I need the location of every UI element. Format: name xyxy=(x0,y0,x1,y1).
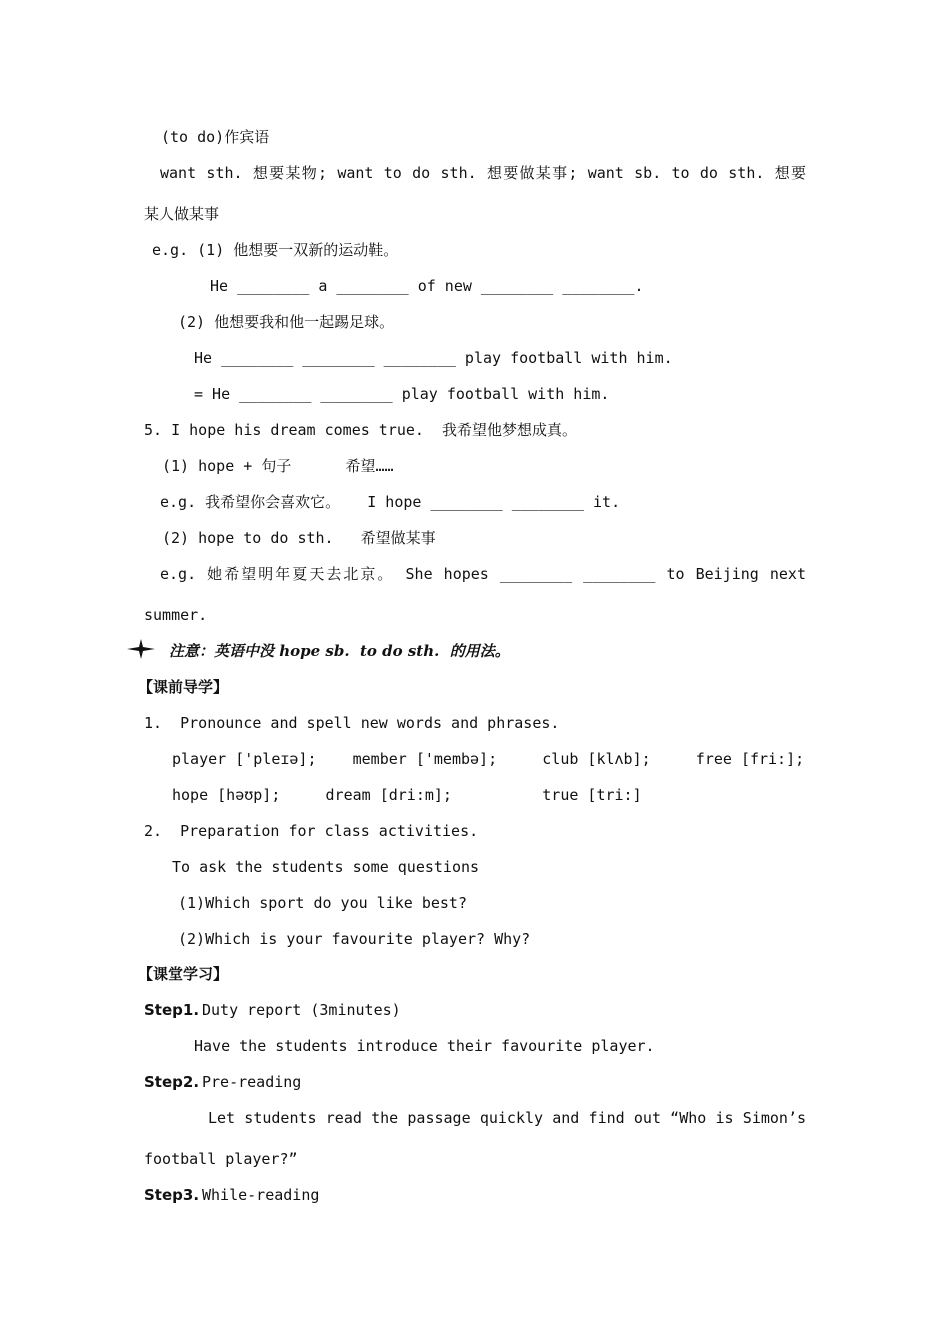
line-step2-detail: Let students read the passage quickly and find out “Who is Simon’s xyxy=(208,1109,806,1127)
line-hope-clause: (1) hope + 句子 希望…… xyxy=(162,457,394,475)
line-step1-detail: Have the students introduce their favourite player. xyxy=(194,1037,655,1055)
line-hope-example-2: e.g. 她希望明年夏天去北京。 She hopes ________ ________ to Beijing next xyxy=(160,565,806,583)
heading-pre-class: 【课前导学】 xyxy=(138,678,229,696)
step3-label: Step3. xyxy=(144,1186,200,1204)
line-task-2: 2. Preparation for class activities. xyxy=(144,822,479,840)
line-example-1-blank: He ________ a ________ of new ________ ________. xyxy=(210,277,644,295)
line-phonetics-2: hope [həʊp]; dream [dri:m]; true [tri:] xyxy=(172,786,642,804)
line-want-usage-cont: 某人做某事 xyxy=(144,205,220,223)
step1-text: Duty report (3minutes) xyxy=(202,1001,401,1019)
line-example-2: (2) 他想要我和他一起踢足球。 xyxy=(178,313,395,331)
line-hope-to-do: (2) hope to do sth. 希望做某事 xyxy=(162,529,436,547)
line-task-1: 1. Pronounce and spell new words and phrases. xyxy=(144,714,560,732)
line-question-2: (2)Which is your favourite player? Why? xyxy=(178,930,531,948)
step2-text: Pre-reading xyxy=(202,1073,302,1091)
line-want-usage: want sth. 想要某物; want to do sth. 想要做某事; want sb. to do sth. 想要 xyxy=(160,164,806,182)
line-ask-students: To ask the students some questions xyxy=(172,858,480,876)
step1-label: Step1. xyxy=(144,1001,200,1019)
line-to-do-object: (to do)作宾语 xyxy=(161,128,270,146)
line-step2-detail-cont: football player?” xyxy=(144,1150,298,1168)
heading-in-class: 【课堂学习】 xyxy=(138,965,229,983)
line-question-1: (1)Which sport do you like best? xyxy=(178,894,467,912)
step3-text: While-reading xyxy=(202,1186,320,1204)
four-point-star-icon xyxy=(126,638,156,660)
line-hope-example-2-cont: summer. xyxy=(144,606,208,624)
note-text: 注意：英语中没 hope sb. to do sth. 的用法。 xyxy=(169,642,510,660)
line-example-2-blank-a: He ________ ________ ________ play football with him. xyxy=(194,349,673,367)
line-phonetics-1: player ['pleɪə]; member ['membə]; club [klʌb]; free [fri:]; xyxy=(172,750,805,768)
line-point-5: 5. I hope his dream comes true. 我希望他梦想成真。 xyxy=(144,421,578,439)
line-example-1: e.g. (1) 他想要一双新的运动鞋。 xyxy=(152,241,399,259)
line-example-2-blank-b: = He ________ ________ play football with him. xyxy=(194,385,610,403)
line-hope-example-1: e.g. 我希望你会喜欢它。 I hope ________ ________ it. xyxy=(160,493,621,511)
step2-label: Step2. xyxy=(144,1073,200,1091)
